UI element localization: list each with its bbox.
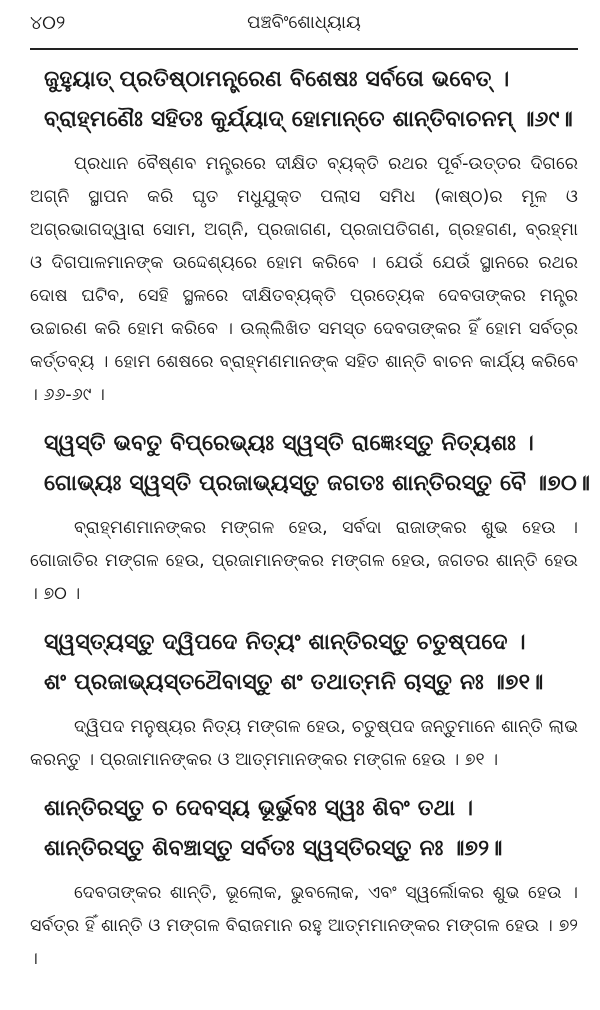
verse-line: ସ୍ୱସ୍ତି ଭବତୁ ବିପ୍ରେଭ୍ୟଃ ସ୍ୱସ୍ତି ରାଜ୍ଞେଽସ୍ତୁ ନିତ୍ୟଶଃ । <box>44 431 535 456</box>
translation-paragraph: ପ୍ରଧାନ ବୈଷ୍ଣବ ମନ୍ତ୍ରରେ ଦୀକ୍ଷିତ ବ୍ୟକ୍ତି ରଥର ପୂର୍ବ-ଉତ୍ତର ଦିଗରେ ଅଗ୍ନି ସ୍ଥାପନ କରି ଘୃତ ମଧୁଯୁକ୍ତ ପଲାସ ସମିଧ (କାଷ୍ଠ)ର ମୂଳ ଓ ଅଗ୍ରଭାଗଦ୍ୱାରା ସୋମ, ଅଗ୍ନି, ପ୍ରଜାଗଣ, ପ୍ରଜାପତିଗଣ, ଗ୍ରହଗଣ, ବ୍ରହ୍ମା ଓ ଦିଗପାଳମାନଙ୍କ ଉଦ୍ଦେଶ୍ୟରେ ହୋମ କରିବେ । ଯେଉଁ ଯେଉଁ ସ୍ଥାନରେ ରଥର ଦୋଷ ଘଟିବ, ସେହି ସ୍ଥଳରେ ଦୀକ୍ଷିତବ୍ୟକ୍ତି ପ୍ରତ୍ୟେକ ଦେବତାଙ୍କର ମନ୍ତ୍ର ଉଚ୍ଚାରଣ କରି ହୋମ କରିବେ । ଉଲ୍ଲିଖିତ ସମସ୍ତ ଦେବତାଙ୍କର ହିଁ ହୋମ ସର୍ବତ୍ର କର୍ତ୍ତବ୍ୟ । ହୋମ ଶେଷରେ ବ୍ରାହ୍ମଣମାନଙ୍କ ସହିତ ଶାନ୍ତି ବାଚନ କାର୍ଯ୍ୟ କରିବେ । ୬୬-୬୯ । <box>30 154 578 405</box>
page-header <box>30 0 578 50</box>
translation-paragraph: ଦ୍ୱିପଦ ମନୁଷ୍ୟର ନିତ୍ୟ ମଙ୍ଗଳ ହେଉ, ଚତୁଷ୍ପଦ ଜନ୍ତୁମାନେ ଶାନ୍ତି ଲାଭ କରନ୍ତୁ । ପ୍ରଜାମାନଙ୍କର ଓ ଆତ୍ମମାନଙ୍କର ମଙ୍ଗଳ ହେଉ । ୭୧ । <box>30 717 578 770</box>
translation-paragraph: ଦେବତାଙ୍କର ଶାନ୍ତି, ଭୂଲୋକ, ଭୁବଲୋକ, ଏବଂ ସ୍ୱର୍ଲୋକର ଶୁଭ ହେଉ । ସର୍ବତ୍ର ହିଁ ଶାନ୍ତି ଓ ମଙ୍ଗଳ ବିରାଜମାନ ରହୁ ଆତ୍ମମାନଙ୍କର ମଙ୍ଗଳ ହେଉ । ୭୨ । <box>30 883 578 969</box>
page-number: ୪୦୨ <box>30 12 66 34</box>
verse-71 <box>44 623 578 703</box>
running-title: ପଞ୍ଚବିଂଶୋଧ୍ୟାୟ <box>247 12 361 33</box>
verse-line: ଶାନ୍ତିରସ୍ତୁ ଶିବଞ୍ଚାସ୍ତୁ ସର୍ବତଃ ସ୍ୱସ୍ତିରସ୍ତୁ ନଃ ॥୭୨॥ <box>44 836 503 861</box>
verse-line: ଶଂ ପ୍ରଜାଭ୍ୟସ୍ତଥୈବାସ୍ତୁ ଶଂ ତଥାତ୍ମନି ଚାସ୍ତୁ ନଃ ॥୭୧॥ <box>44 670 544 695</box>
verse-line: ବ୍ରାହ୍ମଣୈଃ ସହିତଃ କୁର୍ଯ୍ୟାଦ୍ ହୋମାନ୍ତେ ଶାନ୍ତିବାଚନମ୍ ॥୬୯॥ <box>44 107 573 132</box>
translation-paragraph: ବ୍ରାହ୍ମଣମାନଙ୍କର ମଙ୍ଗଳ ହେଉ, ସର୍ବଦା ରାଜାଙ୍କର ଶୁଭ ହେଉ । ଗୋଜାତିର ମଙ୍ଗଳ ହେଉ, ପ୍ରଜାମାନଙ୍କର ମଙ୍ଗଳ ହେଉ, ଜଗତର ଶାନ୍ତି ହେଉ । ୭୦ । <box>30 518 578 604</box>
verse-69 <box>44 60 578 140</box>
verse-line: ଗୋଭ୍ୟଃ ସ୍ୱସ୍ତି ପ୍ରଜାଭ୍ୟସ୍ତୁ ଜଗତଃ ଶାନ୍ତିରସ୍ତୁ ବୈ ॥୭୦॥ <box>44 471 591 496</box>
verse-70 <box>44 424 591 504</box>
verse-line: ଶାନ୍ତିରସ୍ତୁ ଚ ଦେବସ୍ୟ ଭୂର୍ଭୁବଃ ସ୍ୱଃ ଶିବଂ ତଥା । <box>44 796 474 821</box>
verse-line: ଜୁହୁୟାତ୍ ପ୍ରତିଷ୍ଠାମନ୍ତ୍ରେଣ ବିଶେଷଃ ସର୍ବତୋ ଭବେତ୍ । <box>44 67 510 92</box>
verse-72 <box>44 789 578 869</box>
verse-line: ସ୍ୱସ୍ତ୍ୟସ୍ତୁ ଦ୍ୱିପଦେ ନିତ୍ୟଂ ଶାନ୍ତିରସ୍ତୁ ଚତୁଷ୍ପଦେ । <box>44 630 526 655</box>
